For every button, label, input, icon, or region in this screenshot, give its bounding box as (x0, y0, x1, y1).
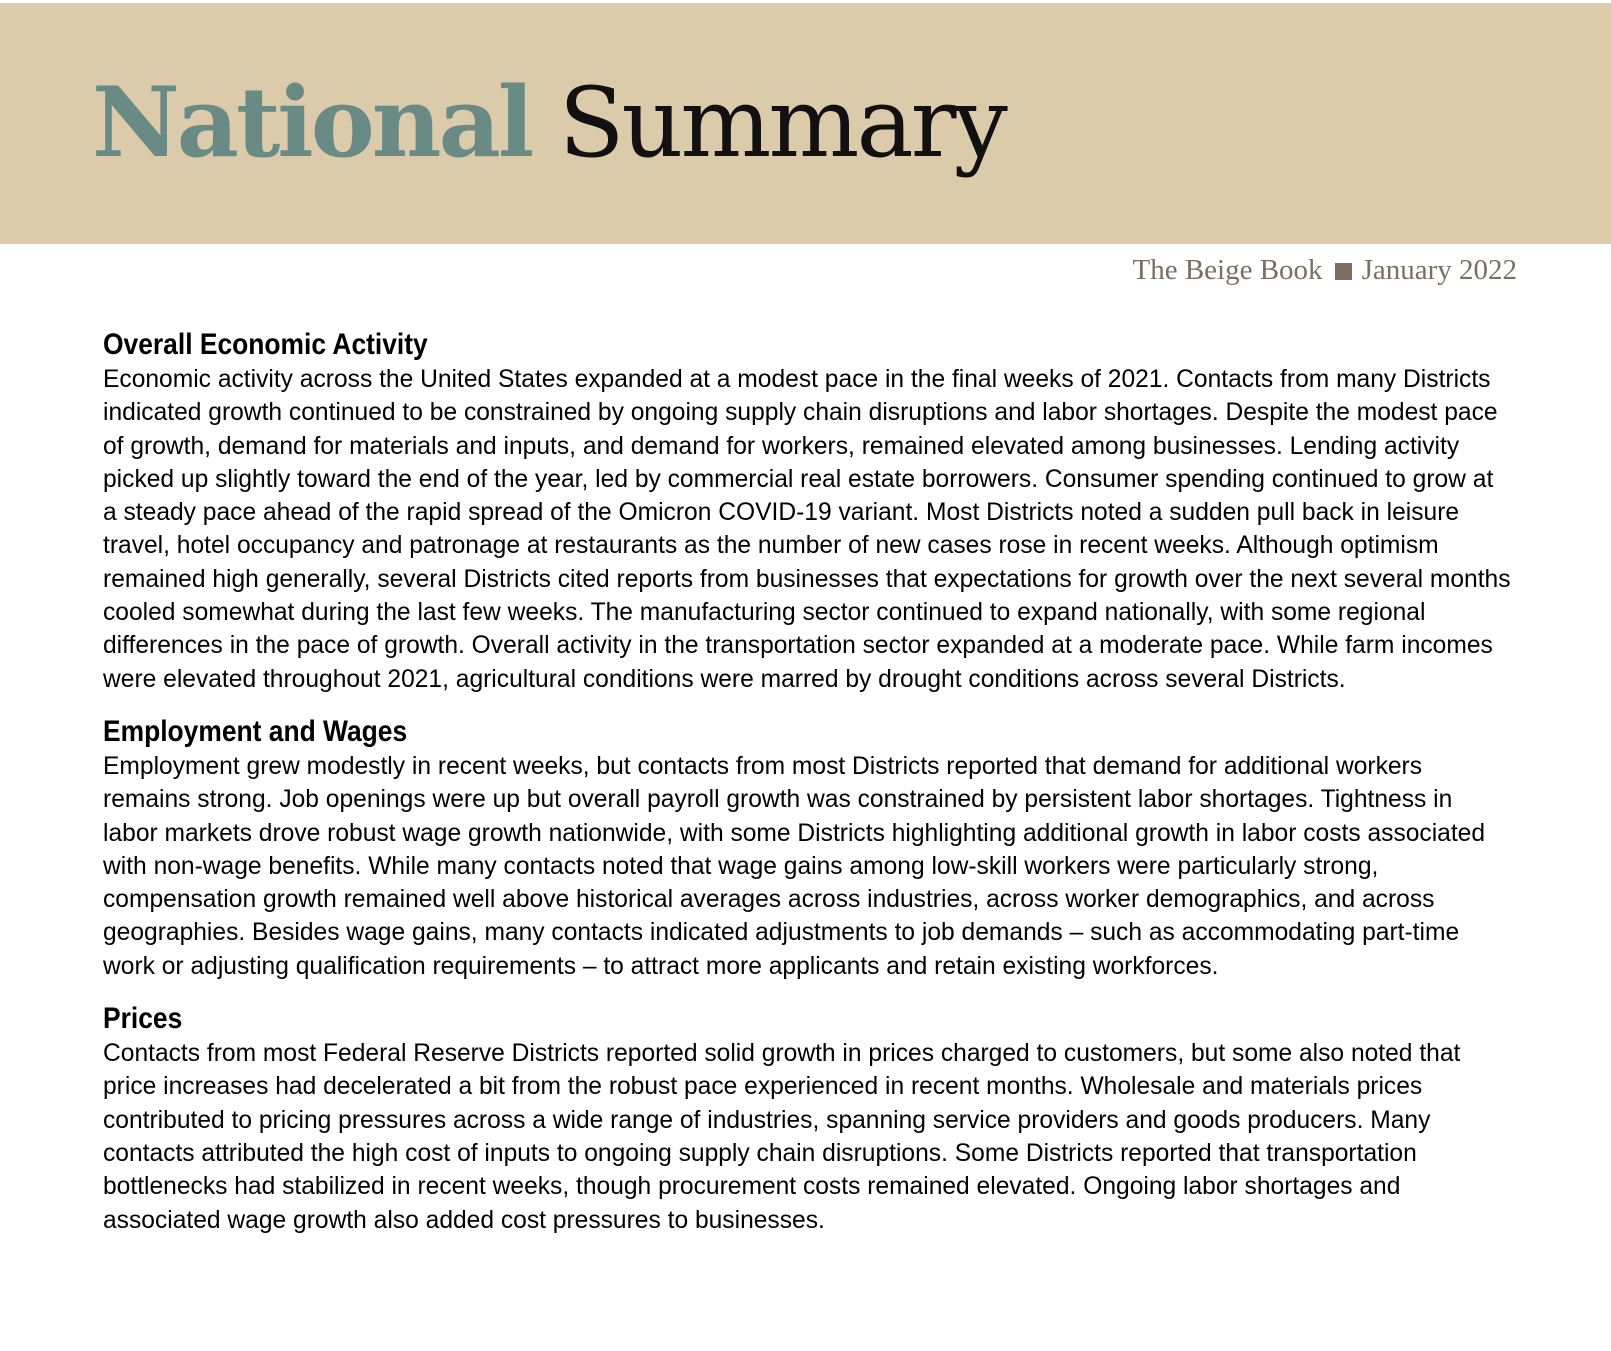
section-prices (103, 1001, 1513, 1237)
section-body: Economic activity across the United States expanded at a modest pace in the final weeks of 2021. Contacts from many Districts indicated growth continued to be constrained by ongoing supply chain disruptions and labor shortages. Despite the modest pace of growth, demand for materials and inputs, and demand for workers, remained elevated among businesses. Lending activity picked up slightly toward the end of the year, led by commercial real estate borrowers. Consumer spending continued to grow at a steady pace ahead of the rapid spread of the Omicron COVID-19 variant. Most Districts noted a sudden pull back in leisure travel, hotel occupancy and patronage at restaurants as the number of new cases rose in recent weeks. Although optimism remained high generally, several Districts cited reports from businesses that expectations for growth over the next several months cooled somewhat during the last few weeks. The manufacturing sector continued to expand nationally, with some regional differences in the pace of growth. Overall activity in the transportation sector expanded at a moderate pace. While farm incomes were elevated throughout 2021, agricultural conditions were marred by drought conditions across several Districts. (103, 366, 1511, 693)
section-body: Employment grew modestly in recent weeks, but contacts from most Districts reported that demand for additional workers remains strong. Job openings were up but overall payroll growth was constrained by persistent labor shortages. Tightness in labor markets drove robust wage growth nationwide, with some Districts highlighting additional growth in labor costs associated with non-wage benefits. While many contacts noted that wage gains among low-skill workers were particularly strong, compensation growth remained well above historical averages across industries, across worker demographics, and across geographies. Besides wage gains, many contacts indicated adjustments to job demands – such as accommodating part-time work or adjusting qualification requirements – to attract more applicants and retain existing workforces. (103, 752, 1486, 980)
square-separator-icon (1335, 263, 1352, 280)
page-title (92, 65, 1005, 181)
publication-name: The Beige Book (1132, 254, 1323, 286)
publication-line (1132, 248, 1517, 292)
page-title-summary: Summary (558, 67, 1005, 179)
section-heading: Overall Economic Activity (103, 328, 428, 361)
section-heading: Employment and Wages (103, 714, 408, 748)
publication-date: January 2022 (1361, 254, 1517, 286)
page-title-national: National (92, 66, 532, 179)
title-banner (0, 3, 1611, 244)
section-employment-and-wages (103, 714, 1513, 983)
section-overall-economic-activity (103, 327, 1513, 696)
report-content (103, 327, 1513, 1237)
section-body: Contacts from most Federal Reserve Districts reported solid growth in prices charged to customers, but some also noted that price increases had decelerated a bit from the robust pace experienced in recent months. Wholesale and materials prices contributed to pricing pressures across a wide range of industries, spanning service providers and goods producers. Many contacts attributed the high cost of inputs to ongoing supply chain disruptions. Some Districts reported that transportation bottlenecks had stabilized in recent weeks, though procurement costs remained elevated. Ongoing labor shortages and associated wage growth also added cost pressures to businesses. (103, 1040, 1461, 1234)
section-heading: Prices (103, 1002, 183, 1036)
